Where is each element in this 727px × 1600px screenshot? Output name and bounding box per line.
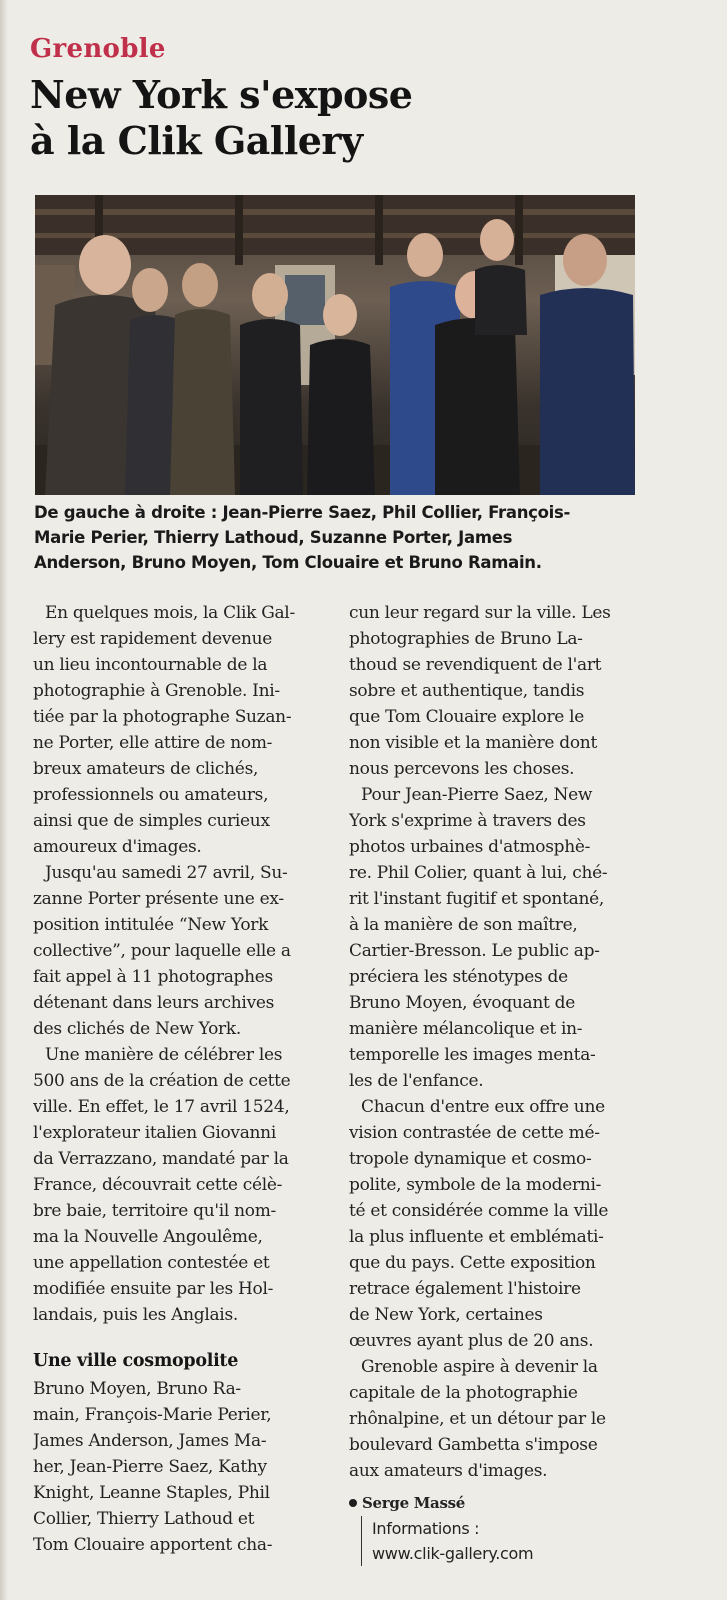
body-text-line: re. Phil Colier, quant à lui, ché- [349,863,608,883]
body-text-line: thoud se revendiquent de l'art [349,655,602,675]
bullet-icon [349,1499,357,1507]
body-text-line: zanne Porter présente une ex- [33,889,284,909]
body-text-line: James Anderson, James Ma- [33,1431,267,1451]
caption-line-3: Anderson, Bruno Moyen, Tom Clouaire et Bruno Ramain. [34,553,542,572]
body-text-line: da Verrazzano, mandaté par la [33,1149,289,1169]
body-text-line: main, François-Marie Perier, [33,1405,272,1425]
body-text-line: modifiée ensuite par les Hol- [33,1279,274,1299]
headline-line-2: à la Clik Gallery [30,118,363,163]
body-text-line: détenant dans leurs archives [33,993,275,1013]
group-photo [35,195,635,495]
body-text-line: préciera les sténotypes de [349,967,568,987]
body-text-line: amoureux d'images. [33,837,202,857]
info-label: Informations : [372,1519,480,1538]
body-text-line: la plus influente et emblémati- [349,1227,604,1247]
body-text-line: Bruno Moyen, évoquant de [349,993,576,1013]
body-text-line: En quelques mois, la Clik Gal- [45,603,295,623]
body-text-line: Bruno Moyen, Bruno Ra- [33,1379,241,1399]
body-text-line: Pour Jean-Pierre Saez, New [361,785,593,805]
body-text-line: ainsi que de simples curieux [33,811,270,831]
body-text-line: capitale de la photographie [349,1383,578,1403]
caption-line-2: Marie Perier, Thierry Lathoud, Suzanne Porter, James [34,528,513,547]
body-text-line: photos urbaines d'atmosphè- [349,837,591,857]
body-text-line: her, Jean-Pierre Saez, Kathy [33,1457,267,1477]
body-text-line: collective”, pour laquelle elle a [33,941,291,961]
section-subhead: Une ville cosmopolite [33,1351,239,1371]
body-text-line: France, découvrait cette célè- [33,1175,283,1195]
body-text-line: de New York, certaines [349,1305,543,1325]
body-text-line: ma la Nouvelle Angoulême, [33,1227,263,1247]
body-text-line: Collier, Thierry Lathoud et [33,1509,255,1529]
caption-line-1: De gauche à droite : Jean-Pierre Saez, Phil Collier, François- [34,503,571,522]
body-text-line: manière mélancolique et in- [349,1019,583,1039]
body-text-line: photographies de Bruno La- [349,629,583,649]
body-text-line: ne Porter, elle attire de nom- [33,733,273,753]
body-text-line: des clichés de New York. [33,1019,241,1039]
body-text-line: sobre et authentique, tandis [349,681,585,701]
body-text-line: non visible et la manière dont [349,733,597,753]
body-text-line: temporelle les images menta- [349,1045,596,1065]
body-text-line: que Tom Clouaire explore le [349,707,585,727]
body-text-line: breux amateurs de clichés, [33,759,259,779]
body-text-line: rhônalpine, et un détour par le [349,1409,606,1429]
body-text-line: ville. En effet, le 17 avril 1524, [33,1097,290,1117]
body-text-line: boulevard Gambetta s'impose [349,1435,598,1455]
body-text-line: à la manière de son maître, [349,915,578,935]
body-text-line: retrace également l'histoire [349,1279,581,1299]
group-photo-illustration [35,195,635,495]
body-text-line: professionnels ou amateurs, [33,785,269,805]
body-text-line: les de l'enfance. [349,1071,484,1091]
body-text-line: nous percevons les choses. [349,759,575,779]
body-text-line: Jusqu'au samedi 27 avril, Su- [45,863,288,883]
author-byline [349,1490,649,1516]
body-text-line: tropole dynamique et cosmo- [349,1149,592,1169]
author-name: Serge Massé [362,1494,465,1512]
body-text-line: que du pays. Cette exposition [349,1253,596,1273]
article-column-left [33,600,333,1558]
body-text-line: aux amateurs d'images. [349,1461,548,1481]
body-text-line: photographie à Grenoble. Ini- [33,681,280,701]
body-text-line: bre baie, territoire qu'il nom- [33,1201,277,1221]
body-text-line: un lieu incontournable de la [33,655,268,675]
body-text-line: Knight, Leanne Staples, Phil [33,1483,270,1503]
body-text-line: position intitulée “New York [33,915,269,935]
body-text-line: l'explorateur italien Giovanni [33,1123,276,1143]
body-text-line: tiée par la photographe Suzan- [33,707,292,727]
article-column-right [349,600,649,1566]
info-url: www.clik-gallery.com [372,1544,534,1563]
headline-line-1: New York s'expose [30,72,413,117]
info-block [361,1516,649,1566]
body-text-line: York s'exprime à travers des [349,811,586,831]
body-text-line: cun leur regard sur la ville. Les [349,603,611,623]
body-text-line: polite, symbole de la moderni- [349,1175,602,1195]
body-text-line: landais, puis les Anglais. [33,1305,238,1325]
body-text-line: lery est rapidement devenue [33,629,273,649]
body-text-line: œuvres ayant plus de 20 ans. [349,1331,594,1351]
article-headline [30,72,630,164]
body-text-line: Tom Clouaire apportent cha- [33,1535,273,1555]
page-edge-shadow [0,0,8,1600]
body-text-line: 500 ans de la création de cette [33,1071,291,1091]
body-text-line: té et considérée comme la ville [349,1201,609,1221]
body-text-line: Cartier-Bresson. Le public ap- [349,941,600,961]
body-text-line: fait appel à 11 photographes [33,967,273,987]
body-text-line: Chacun d'entre eux offre une [361,1097,605,1117]
body-text-line: vision contrastée de cette mé- [349,1123,600,1143]
body-text-line: Une manière de célébrer les [45,1045,283,1065]
photo-caption [34,500,664,575]
article-kicker: Grenoble [30,34,166,64]
body-text-line: une appellation contestée et [33,1253,270,1273]
body-text-line: Grenoble aspire à devenir la [361,1357,598,1377]
body-text-line: rit l'instant fugitif et spontané, [349,889,604,909]
